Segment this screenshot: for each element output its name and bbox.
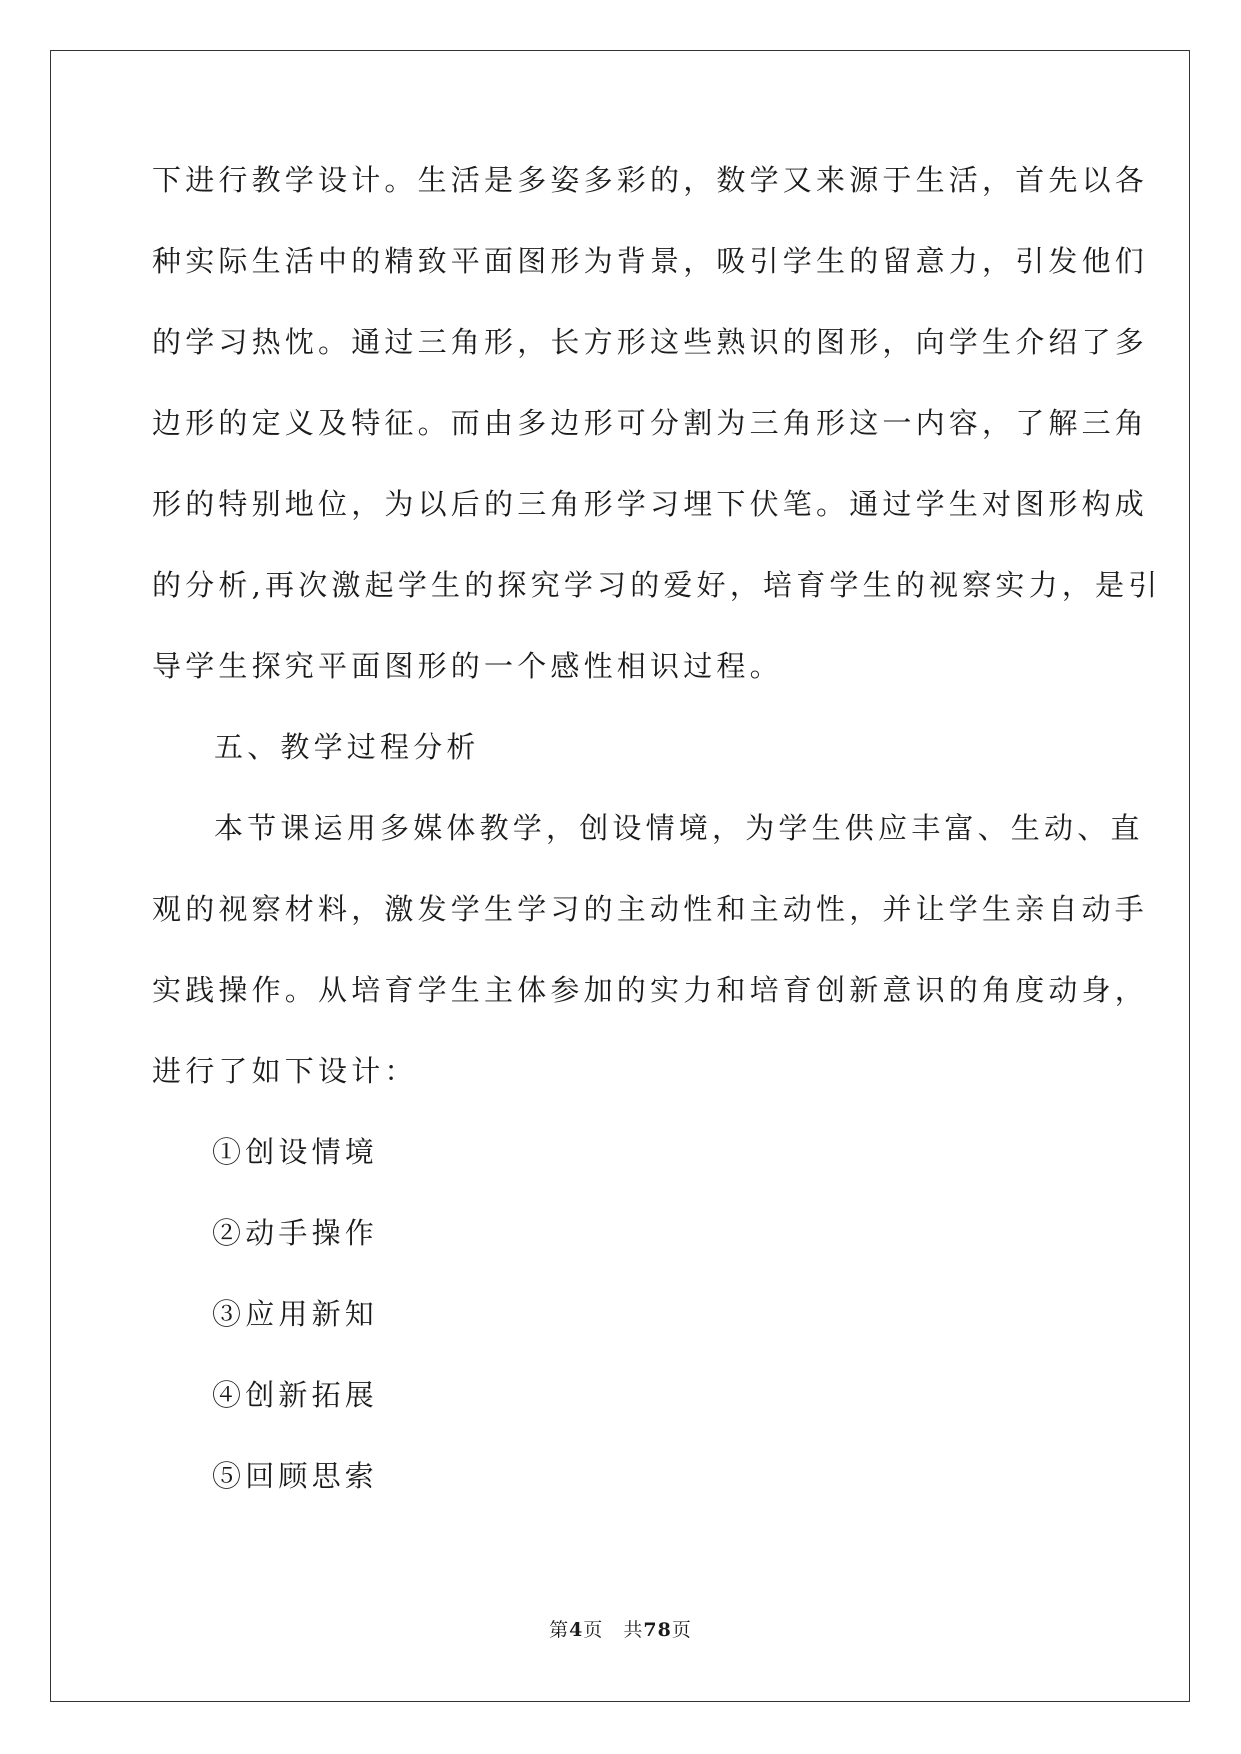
body-text-line: 导学生探究平面图形的一个感性相识过程。 xyxy=(152,649,783,683)
body-text-line: 的分析,再次激起学生的探究学习的爱好，培育学生的视察实力，是引 xyxy=(152,568,1162,602)
list-item: ①创设情境 xyxy=(212,1135,379,1169)
body-text-line: 种实际生活中的精致平面图形为背景，吸引学生的留意力，引发他们 xyxy=(152,244,1149,278)
page-number: 4 xyxy=(569,1619,584,1641)
body-text-line: 下进行教学设计。生活是多姿多彩的，数学又来源于生活，首先以各 xyxy=(152,163,1149,197)
page-footer xyxy=(0,1618,1241,1642)
total-prefix: 共 xyxy=(623,1619,644,1641)
section-heading: 五、教学过程分析 xyxy=(214,730,480,764)
body-text-line: 的学习热忱。通过三角形，长方形这些熟识的图形，向学生介绍了多 xyxy=(152,325,1149,359)
body-text-line: 进行了如下设计： xyxy=(152,1054,418,1088)
page-prefix: 第 xyxy=(549,1619,570,1641)
list-item: ④创新拓展 xyxy=(212,1378,379,1412)
list-item: ⑤回顾思索 xyxy=(212,1459,379,1493)
body-text-line: 观的视察材料，激发学生学习的主动性和主动性，并让学生亲自动手 xyxy=(152,892,1149,926)
body-text-line: 本节课运用多媒体教学，创设情境，为学生供应丰富、生动、直 xyxy=(214,811,1144,845)
page-suffix: 页 xyxy=(583,1619,604,1641)
total-pages: 78 xyxy=(643,1619,672,1641)
document-body xyxy=(152,160,1162,1537)
body-text-line: 实践操作。从培育学生主体参加的实力和培育创新意识的角度动身， xyxy=(152,973,1149,1007)
body-text-line: 边形的定义及特征。而由多边形可分割为三角形这一内容，了解三角 xyxy=(152,406,1149,440)
total-suffix: 页 xyxy=(671,1619,692,1641)
list-item: ③应用新知 xyxy=(212,1297,379,1331)
list-item: ②动手操作 xyxy=(212,1216,379,1250)
body-text-line: 形的特别地位，为以后的三角形学习埋下伏笔。通过学生对图形构成 xyxy=(152,487,1149,521)
